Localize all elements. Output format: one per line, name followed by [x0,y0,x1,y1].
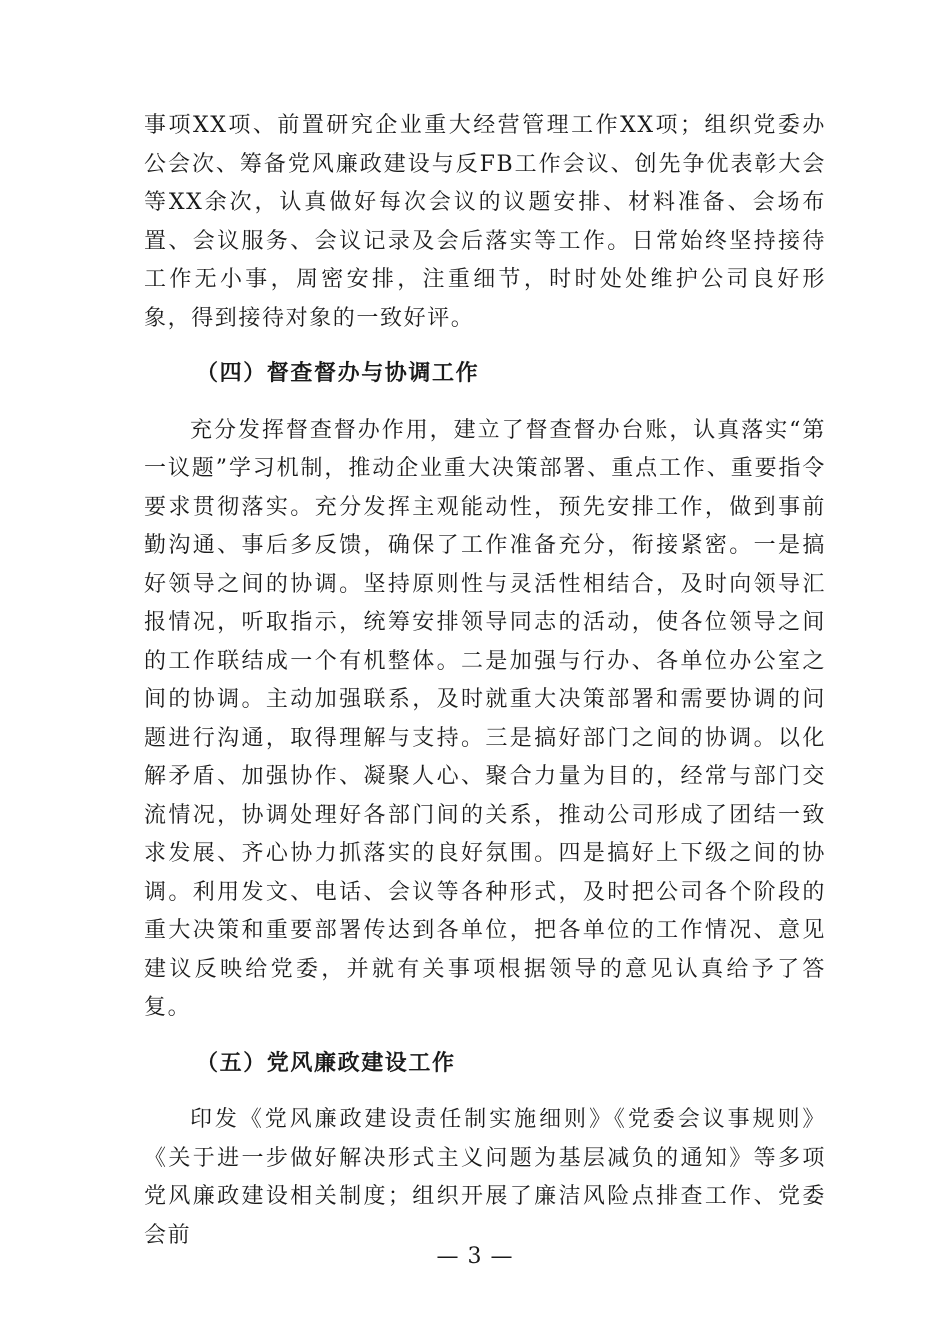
section-heading-5: （五）党风廉政建设工作 [196,1050,456,1076]
paragraph-section-4: 充分发挥督查督办作用，建立了督查督办台账，认真落实“第一议题”学习机制，推动企业重大决策部署、重点工作、重要指令要求贯彻落实。充分发挥主观能动性，预先安排工作，做到事前勤沟通、事后多反馈，确保了工作准备充分，衔接紧密。一是搞好领导之间的协调。坚持原则性与灵活性相结合，及时向领导汇报情况，听取指示，统筹安排领导同志的活动，使各位领导之间的工作联结成一个有机整体。二是加强与行办、各单位办公室之间的协调。主动加强联系，及时就重大决策部署和需要协调的问题进行沟通，取得理解与支持。三是搞好部门之间的协调。以化解矛盾、加强协作、凝聚人心、聚合力量为目的，经常与部门交流情况，协调处理好各部门间的关系，推动公司形成了团结一致求发展、齐心协力抓落实的良好氛围。四是搞好上下级之间的协调。利用发文、电话、会议等各种形式，及时把公司各个阶段的重大决策和重要部署传达到各单位，把各单位的工作情况、意见建议反映给党委，并就有关事项根据领导的意见认真给予了答复。 [144,417,826,1020]
page-number: — 3 — [436,1244,514,1269]
spacer [144,1028,826,1045]
paragraph-section-5: 印发《党风廉政建设责任制实施细则》《党委会议事规则》《关于进一步做好解决形式主义问题为基层减负的通知》等多项党风廉政建设相关制度；组织开展了廉洁风险点排查工作、党委会前 [144,1107,826,1248]
spacer [144,338,826,355]
spacer [144,1083,826,1101]
paragraph-intro: 事项XX项、前置研究企业重大经营管理工作XX项；组织党委办公会次、筹备党风廉政建设与反FB工作会议、创先争优表彰大会等XX余次，认真做好每次会议的议题安排、材料准备、会场布置、会议服务、会议记录及会后落实等工作。日常始终坚持接待工作无小事，周密安排，注重细节，时时处处维护公司良好形象，得到接待对象的一致好评。 [144,113,826,331]
document-body [144,107,826,1255]
section-heading-4: （四）督查督办与协调工作 [196,361,480,386]
spacer [144,394,826,412]
